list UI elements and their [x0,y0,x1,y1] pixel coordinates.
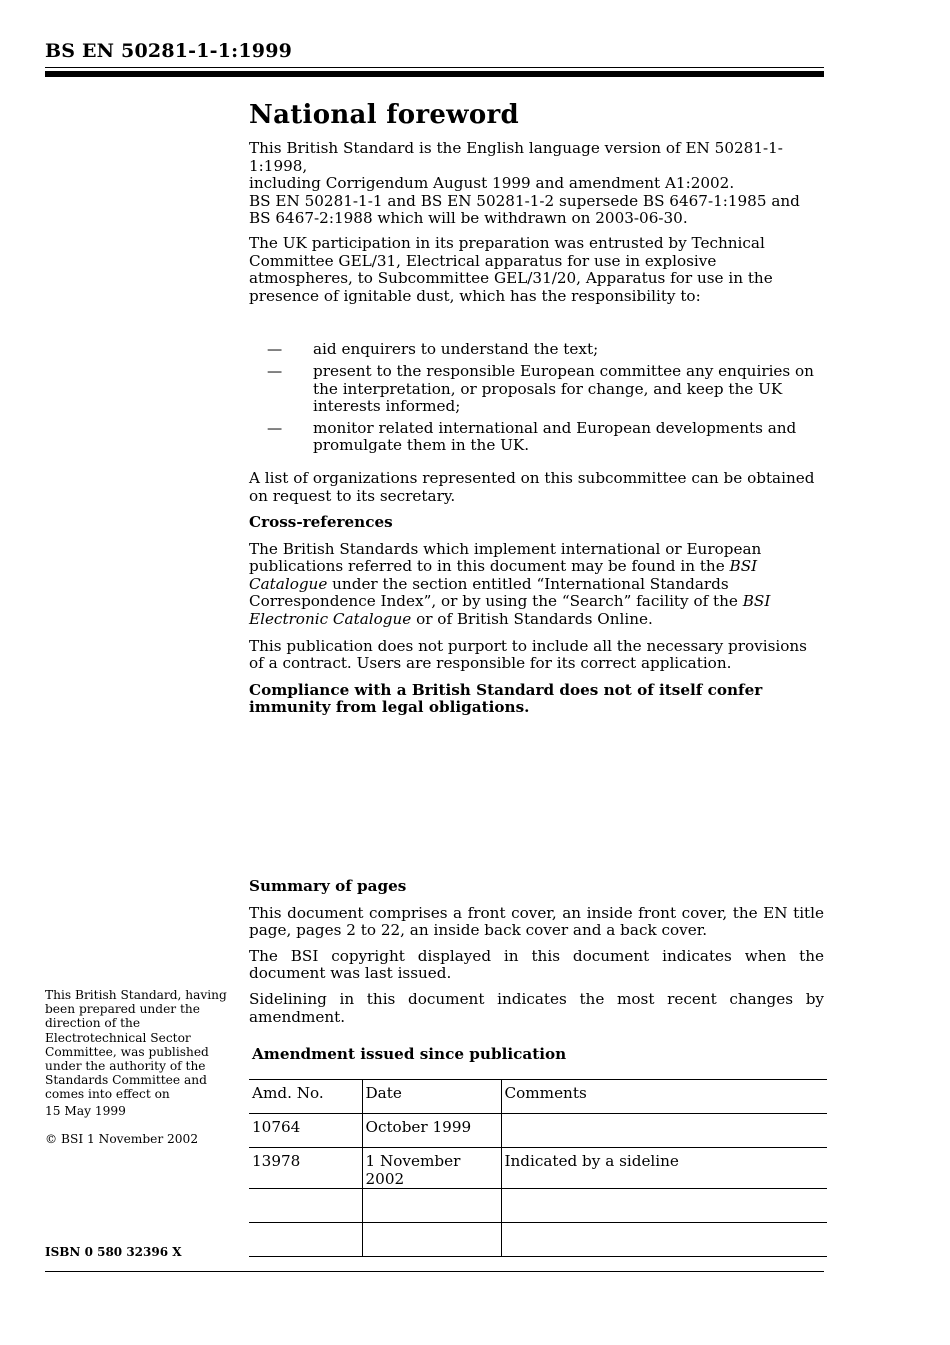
header-rule-thick [45,71,824,77]
table-cell [501,1189,827,1223]
header-rule-thin [45,67,824,68]
crossref-paragraph: The British Standards which implement international or European publications referred to in this document may be found in the BSI Catalogue under the section entitled “International Standards Correspondence Index”, or by using the “Search” facility of the BSI Electronic Catalogue or of British Standards Online. [249,539,771,629]
amendment-table [249,1079,827,1257]
summary-paragraph: Sidelining in this document indicates the most recent changes by amendment. [249,989,824,1026]
summary-paragraph: This document comprises a front cover, an inside front cover, the EN title page, pages 2 to 22, an inside back cover and a back cover. [249,903,824,940]
table-header-row [249,1080,827,1114]
intro-line: BS 6467-2:1988 which will be withdrawn on 2003-06-30. [249,209,688,228]
summary-section [249,878,824,1035]
table-cell: 13978 [249,1148,362,1189]
bsi-catalogue-ref: BSI Catalogue [249,557,758,593]
table-cell [249,1223,362,1257]
summary-paragraph: The BSI copyright displayed in this document indicates when the document was last issued. [249,946,824,983]
list-item: — aid enquirers to understand the text; [267,340,599,359]
table-cell [362,1223,501,1257]
table-cell: 10764 [249,1114,362,1148]
intro-line: BS EN 50281-1-1 and BS EN 50281-1-2 supersede BS 6467-1:1985 and [249,191,800,210]
compliance-statement: Compliance with a British Standard does not of itself confer immunity from legal obligations. [249,680,763,717]
publication-sidebar [45,988,230,1152]
list-item: — monitor related international and European developments and promulgate them in the UK. [267,418,797,455]
effective-date: 15 May 1999 [45,1103,126,1118]
table-cell: October 1999 [362,1114,501,1148]
table-cell [362,1189,501,1223]
intro-paragraph [249,140,824,228]
table-cell [501,1114,827,1148]
table-cell [501,1223,827,1257]
table-row [249,1148,827,1189]
intro-line: including Corrigendum August 1999 and amendment A1:2002. [249,174,735,193]
footer-rule [45,1271,824,1272]
authority-statement: This British Standard, having been prepared under the direction of the Electrotechnical Sector Committee, was published under the authority of the Standards Committee and comes into effect on [45,988,227,1102]
responsibility-list [249,341,824,455]
page-title: National foreword [249,100,519,130]
organizations-paragraph: A list of organizations represented on this subcommittee can be obtained on request to its secretary. [249,468,815,505]
foreword-body [249,140,824,726]
table-cell: Indicated by a sideline [501,1148,827,1189]
bsi-electronic-catalogue-ref: BSI Electronic Catalogue [249,592,771,629]
intro-line: This British Standard is the English language version of EN 50281-1-1:1998, [249,139,783,175]
crossref-heading: Cross-references [249,513,393,532]
table-row [249,1189,827,1223]
table-row [249,1223,827,1257]
column-header: Date [362,1080,501,1114]
isbn: ISBN 0 580 32396 X [45,1245,182,1259]
provisions-paragraph: This publication does not purport to include all the necessary provisions of a contract. Users are responsible for its correct application. [249,636,807,673]
amendment-table-title: Amendment issued since publication [252,1045,567,1063]
column-header: Comments [501,1080,827,1114]
copyright-notice: © BSI 1 November 2002 [45,1131,199,1146]
summary-heading: Summary of pages [249,877,407,895]
list-item: — present to the responsible European committee any enquiries on the interpretation, or proposals for change, and keep the UK interests informed; [267,361,814,416]
document-id: BS EN 50281-1-1:1999 [45,40,293,62]
participation-paragraph: The UK participation in its preparation was entrusted by Technical Committee GEL/31, Electrical apparatus for use in explosive atmospheres, to Subcommittee GEL/31/20, Apparatus for use in the presence of ignitable dust, which has the responsibility to: [249,233,773,305]
table-row [249,1114,827,1148]
table-cell: 1 November 2002 [362,1148,501,1189]
table-cell [249,1189,362,1223]
column-header: Amd. No. [249,1080,362,1114]
